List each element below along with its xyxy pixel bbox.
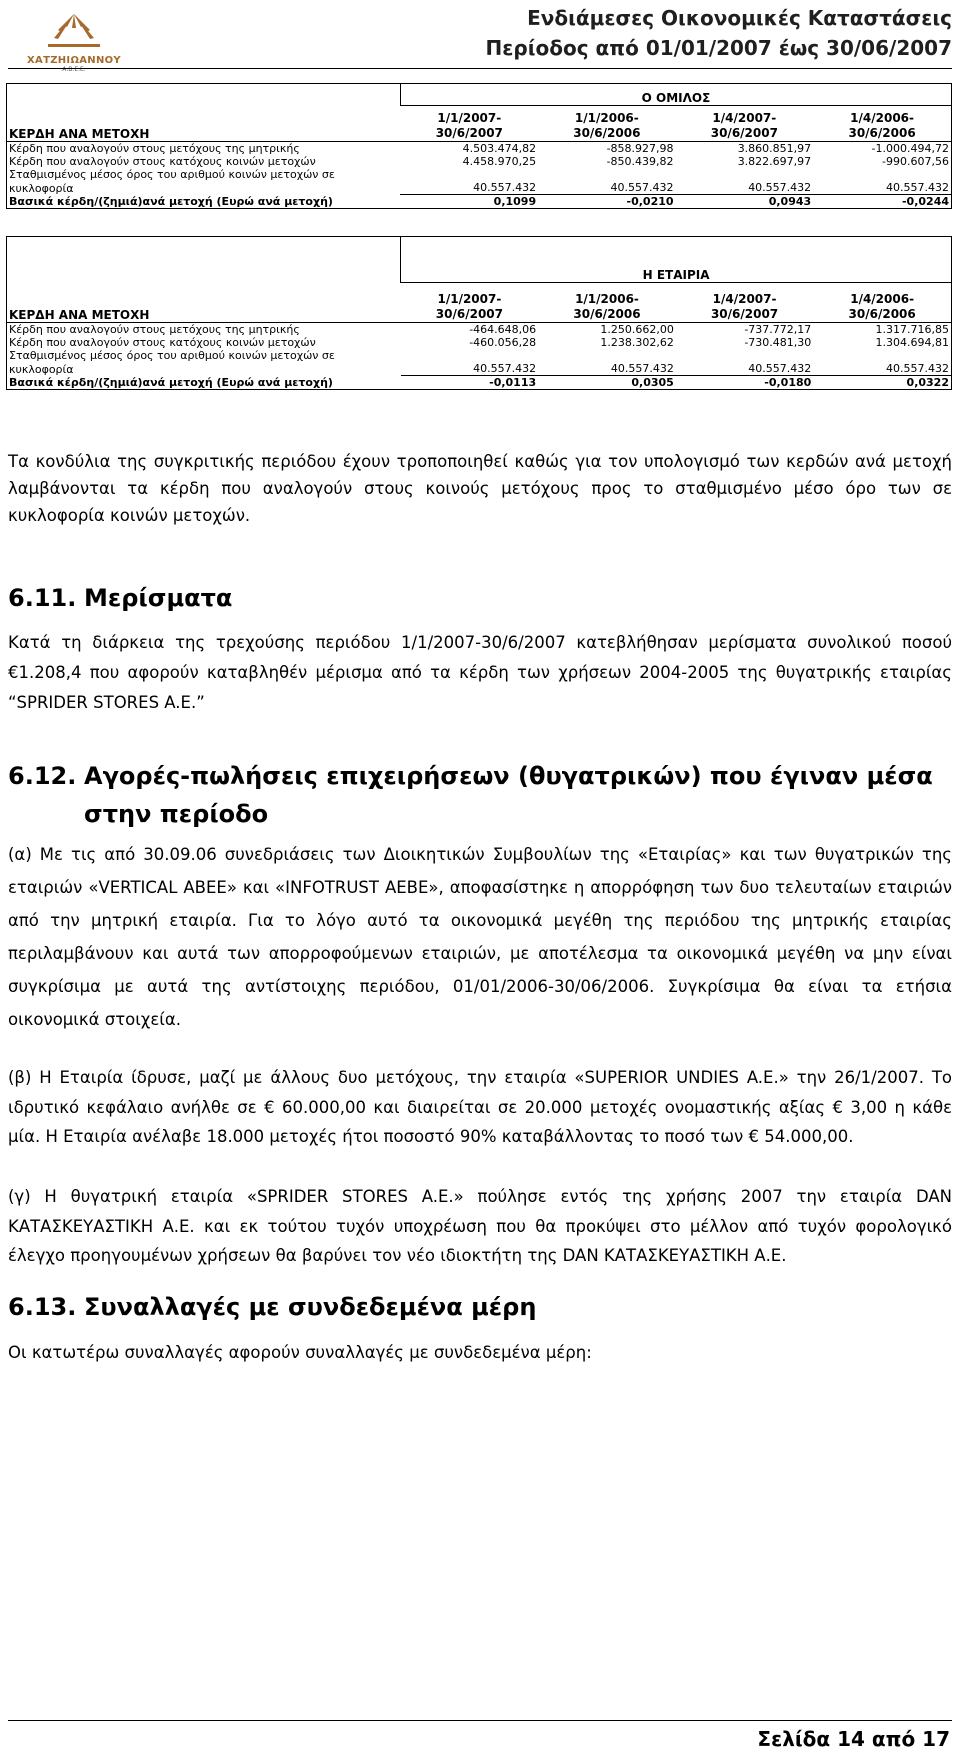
logo-mark-icon [18,8,130,56]
table-row: κυκλοφορία 40.557.432 40.557.432 40.557.432 40.557.432 [7,181,952,195]
table-row: Σταθμισμένος μέσος όρος του αριθμού κοινών μετοχών σε [9,349,335,362]
footer-rule [8,1720,952,1721]
table-title: ΚΕΡΔΗ ΑΝΑ ΜΕΤΟΧΗ [9,308,150,322]
column-header: 1/1/2007- 30/6/2007 [435,292,504,321]
table-row: Κέρδη που αναλογούν στους κατόχους κοινών μετοχών -460.056,28 1.238.302,62 -730.481,30 1.304.694,81 [9,336,949,349]
column-header: 1/4/2007- 30/6/2007 [710,111,778,140]
table-row: Σταθμισμένος μέσος όρος του αριθμού κοινών μετοχών σε [9,168,335,181]
table-group-label: Ο ΟΜΙΛΟΣ [400,84,951,106]
paragraph-acquisitions-a: (α) Με τις από 30.09.06 συνεδριάσεις των Διοικητικών Συμβουλίων της «Εταιρίας» και των θυγατρικών της εταιριών «VERTICAL ΑΒΕΕ» και «INFOTRUST AEBE», αποφασίστηκε η απορρόφηση των δυο τελευταίων εταιριών από την μητρική εταιρία. Για το λόγο αυτό τα οικονομικά μεγέθη της περιόδου της μητρικής εταιρίας περιλαμβάνουν και αυτά των απορροφούμενων εταιριών, με αποτέλεσμα τα οικονομικά μεγέθη να μην είναι συγκρίσιμα με αυτά της αντίστοιχης περιόδου, 01/01/2006-30/06/2006. Συγκρίσιμα θα είναι τα ετήσια οικονομικά στοιχεία. [8,845,952,1029]
logo-name: ΧΑΤΖΗΙΩΑΝΝΟΥ [27,55,121,66]
table-row: Βασικά κέρδη/(ζημιά)ανά μετοχή (Ευρώ ανά μετοχή) -0,0113 0,0305 -0,0180 0,0322 [9,376,949,389]
eps-table-company [6,236,952,390]
column-header: 1/1/2006- 30/6/2006 [573,111,641,140]
header-rule [8,68,952,69]
section-heading-6-13: 6.13. Συναλλαγές με συνδεδεμένα μέρη [8,1293,537,1321]
table-title: ΚΕΡΔΗ ΑΝΑ ΜΕΤΟΧΗ [9,127,150,141]
column-header: 1/4/2006- 30/6/2006 [848,111,916,140]
eps-table-group [6,83,952,209]
table-row: Κέρδη που αναλογούν στους μετόχους της μητρικής 4.503.474,82 -858.927,98 3.860.851,97 -1.000.494,72 [7,142,952,156]
document-period: Περίοδος από 01/01/2007 έως 30/06/2007 [485,36,952,60]
section-heading-6-11: 6.11. Μερίσματα [8,584,233,612]
table-group-label: Η ΕΤΑΙΡΙΑ [401,237,952,283]
table-row: Κέρδη που αναλογούν στους μετόχους της μητρικής -464.648,06 1.250.662,00 -737.772,17 1.317.716,85 [7,323,952,337]
table-row: κυκλοφορία 40.557.432 40.557.432 40.557.432 40.557.432 [7,362,952,376]
paragraph-acquisitions-c: (γ) Η θυγατρική εταιρία «SPRIDER STORES A.E.» πούλησε εντός της χρήσης 2007 την εταιρία DAN ΚΑΤΑΣΚΕΥΑΣΤΙΚΗ Α.Ε. και εκ τούτου τυχόν υποχρέωση που θα προκύψει στο μέλλον από τυχόν φορολογικό έλεγχο προηγουμένων χρήσεων θα βαρύνει τον νέο ιδιοκτήτη της DAN ΚΑΤΑΣΚΕΥΑΣΤΙΚΗ Α.Ε. [8,1187,952,1265]
table-row: Κέρδη που αναλογούν στους κατόχους κοινών μετοχών 4.458.970,25 -850.439,82 3.822.697,97 -990.607,56 [9,155,949,168]
paragraph-dividends: Κατά τη διάρκεια της τρεχούσης περιόδου 1/1/2007-30/6/2007 κατεβλήθησαν μερίσματα συνολικού ποσού €1.208,4 που αφορούν καταβληθέν μέρισμα από τα κέρδη των χρήσεων 2004-2005 της θυγατρικής εταιρίας “SPRIDER STORES A.E.” [8,633,952,712]
column-header: 1/1/2007- 30/6/2007 [435,111,503,140]
document-title: Ενδιάμεσες Οικονομικές Καταστάσεις [527,6,952,30]
column-header: 1/4/2006- 30/6/2006 [848,292,916,321]
column-header: 1/4/2007- 30/6/2007 [710,292,779,321]
table-row: Βασικά κέρδη/(ζημιά)ανά μετοχή (Ευρώ ανά μετοχή) 0,1099 -0,0210 0,0943 -0,0244 [9,195,949,208]
paragraph-comparative-note: Τα κονδύλια της συγκριτικής περιόδου έχουν τροποποιηθεί καθώς για τον υπολογισμό των κερδών ανά μετοχή λαμβάνονται τα κέρδη που αναλογούν στους κοινούς μετόχους προς το σταθμισμένο μέσο όρο των σε κυκλοφορία κοινών μετοχών. [8,452,952,525]
company-logo [18,8,130,72]
paragraph-related-parties: Οι κατωτέρω συναλλαγές αφορούν συναλλαγές με συνδεδεμένα μέρη: [8,1343,592,1362]
column-header: 1/1/2006- 30/6/2006 [573,292,641,321]
paragraph-acquisitions-b: (β) Η Εταιρία ίδρυσε, μαζί με άλλους δυο μετόχους, την εταιρία «SUPERIOR UNDIES A.E.» την 26/1/2007. Το ιδρυτικό κεφάλαιο ανήλθε σε € 60.000,00 και διαιρείται σε 20.000 μετοχές ονομαστικής αξίας € 3,00 η κάθε μία. Η Εταιρία ανέλαβε 18.000 μετοχές ήτοι ποσοστό 90% καταβάλλοντας το ποσό των € 54.000,00. [8,1068,952,1146]
section-heading-6-12: 6.12. Αγορές-πωλήσεις επιχειρήσεων (θυγατρικών) που έγιναν μέσα στην περίοδο [8,762,933,828]
page-number: Σελίδα 14 από 17 [757,1727,950,1751]
logo-subtitle: Α.Β.Ε.Ε. [62,66,86,73]
